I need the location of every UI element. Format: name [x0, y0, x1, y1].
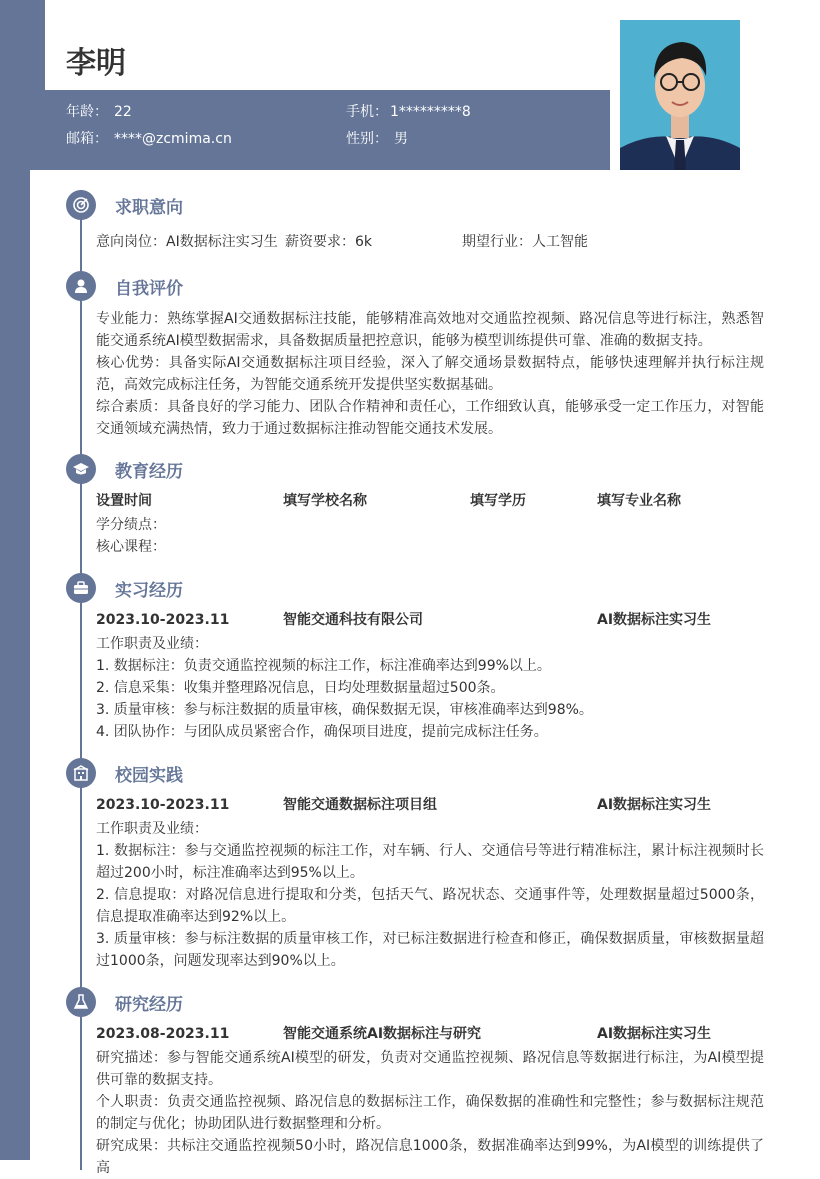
- edu-major: 填写专业名称: [597, 493, 681, 509]
- section-title-text: 自我评价: [115, 278, 183, 299]
- self-eval-paragraph: 综合素质：具备良好的学习能力、团队合作精神和责任心，工作细致认真，能够承受一定工作压力，对智能交通领域充满热情，致力于通过数据标注推动智能交通技术发展。: [96, 399, 764, 437]
- research-paragraph: 研究成果：共标注交通监控视频50小时，路况信息1000条，数据准确率达到99%，为AI模型的训练提供了高: [96, 1138, 764, 1176]
- gpa-label: 学分绩点：: [96, 517, 166, 533]
- research-content: [96, 1047, 764, 1179]
- edu-time: 设置时间: [96, 493, 152, 509]
- duty-item: 2. 信息采集：收集并整理路况信息，日均处理数据量超过500条。: [96, 680, 505, 696]
- phone-value: 1*********8: [390, 104, 471, 120]
- campus-org: 智能交通数据标注项目组: [283, 797, 437, 813]
- profile-photo: [620, 20, 740, 170]
- timeline-line: [80, 190, 82, 1170]
- intern-role: AI数据标注实习生: [597, 612, 712, 628]
- research-header-row: [96, 1023, 764, 1045]
- duty-item: 3. 质量审核：参与标注数据的质量审核，确保数据无误，审核准确率达到98%。: [96, 702, 593, 718]
- duty-item: 1. 数据标注：负责交通监控视频的标注工作，标注准确率达到99%以上。: [96, 658, 551, 674]
- building-icon: [66, 758, 96, 788]
- campus-header-row: [96, 794, 764, 816]
- duty-item: 1. 数据标注：参与交通监控视频的标注工作，对车辆、行人、交通信号等进行精准标注，累计标注视频时长超过200小时，标注准确率达到95%以上。: [96, 843, 764, 881]
- section-education: [66, 454, 183, 484]
- research-role: AI数据标注实习生: [597, 1026, 712, 1042]
- intern-company: 智能交通科技有限公司: [283, 612, 423, 628]
- intern-time: 2023.10-2023.11: [96, 612, 230, 628]
- age-label: 年龄：: [66, 104, 108, 120]
- duty-item: 2. 信息提取：对路况信息进行提取和分类，包括天气、路况状态、交通事件等，处理数据量超过5000条，信息提取准确率达到92%以上。: [96, 887, 764, 925]
- section-job-intent: [66, 190, 183, 220]
- section-title-text: 求职意向: [115, 197, 183, 218]
- section-internship: [66, 573, 183, 603]
- research-project: 智能交通系统AI数据标注与研究: [283, 1026, 482, 1042]
- section-title-text: 教育经历: [115, 461, 183, 482]
- campus-role: AI数据标注实习生: [597, 797, 712, 813]
- research-paragraph: 研究描述：参与智能交通系统AI模型的研发，负责对交通监控视频、路况信息等数据进行标注，为AI模型提供可靠的数据支持。: [96, 1050, 764, 1088]
- phone-label: 手机：: [346, 104, 388, 120]
- left-color-bar: [0, 0, 30, 1160]
- email-label: 邮箱：: [66, 131, 108, 147]
- graduation-cap-icon: [66, 454, 96, 484]
- person-icon: [66, 271, 96, 301]
- gender-label: 性别：: [346, 131, 388, 147]
- courses-label: 核心课程：: [96, 539, 166, 555]
- internship-content: [96, 633, 764, 743]
- salary-requirement: 薪资要求：6k: [285, 234, 373, 250]
- expected-industry: 期望行业：人工智能: [462, 234, 588, 250]
- self-eval-paragraph: 核心优势：具备实际AI交通数据标注项目经验，深入了解交通场景数据特点，能够快速理解并执行标注规范，高效完成标注任务，为智能交通系统开发提供坚实数据基础。: [96, 355, 764, 393]
- email-value: ****@zcmima.cn: [114, 131, 232, 147]
- campus-content: [96, 818, 764, 972]
- gender-field: [346, 128, 408, 148]
- campus-time: 2023.10-2023.11: [96, 797, 230, 813]
- research-paragraph: 个人职责：负责交通监控视频、路况信息的数据标注工作，确保数据的准确性和完整性；参与数据标注规范的制定与优化；协助团队进行数据整理和分析。: [96, 1094, 764, 1132]
- section-title-text: 实习经历: [115, 580, 183, 601]
- edu-degree: 填写学历: [470, 493, 526, 509]
- gender-value: 男: [394, 131, 408, 147]
- age-field: [66, 101, 132, 121]
- section-research: [66, 987, 183, 1017]
- education-row: [96, 490, 764, 512]
- section-title-text: 校园实践: [115, 765, 183, 786]
- job-intent-row: [96, 231, 764, 253]
- flask-icon: [66, 987, 96, 1017]
- self-eval-paragraph: 专业能力：熟练掌握AI交通数据标注技能，能够精准高效地对交通监控视频、路况信息等进行标注，熟悉智能交通系统AI模型数据需求，具备数据质量把控意识，能够为模型训练提供可靠、准确的数据支持。: [96, 311, 764, 349]
- self-evaluation-content: [96, 308, 764, 440]
- research-time: 2023.08-2023.11: [96, 1026, 230, 1042]
- education-details: [96, 514, 764, 558]
- duty-item: 3. 质量审核：参与标注数据的质量审核工作，对已标注数据进行检查和修正，确保数据质量，审核数据量超过1000条，问题发现率达到90%以上。: [96, 931, 764, 969]
- duty-heading: 工作职责及业绩：: [96, 821, 208, 837]
- edu-school: 填写学校名称: [283, 493, 367, 509]
- internship-header-row: [96, 609, 764, 631]
- phone-field: [346, 101, 471, 121]
- briefcase-icon: [66, 573, 96, 603]
- header-stripe: [30, 0, 45, 90]
- duty-heading: 工作职责及业绩：: [96, 636, 208, 652]
- section-campus-practice: [66, 758, 183, 788]
- age-value: 22: [114, 104, 132, 120]
- intended-position: 意向岗位：AI数据标注实习生: [96, 234, 278, 250]
- section-self-evaluation: [66, 271, 183, 301]
- section-title-text: 研究经历: [115, 994, 183, 1015]
- duty-item: 4. 团队协作：与团队成员紧密合作，确保项目进度，提前完成标注任务。: [96, 724, 548, 740]
- candidate-name: 李明: [66, 46, 126, 81]
- email-field: [66, 128, 232, 148]
- target-icon: [66, 190, 96, 220]
